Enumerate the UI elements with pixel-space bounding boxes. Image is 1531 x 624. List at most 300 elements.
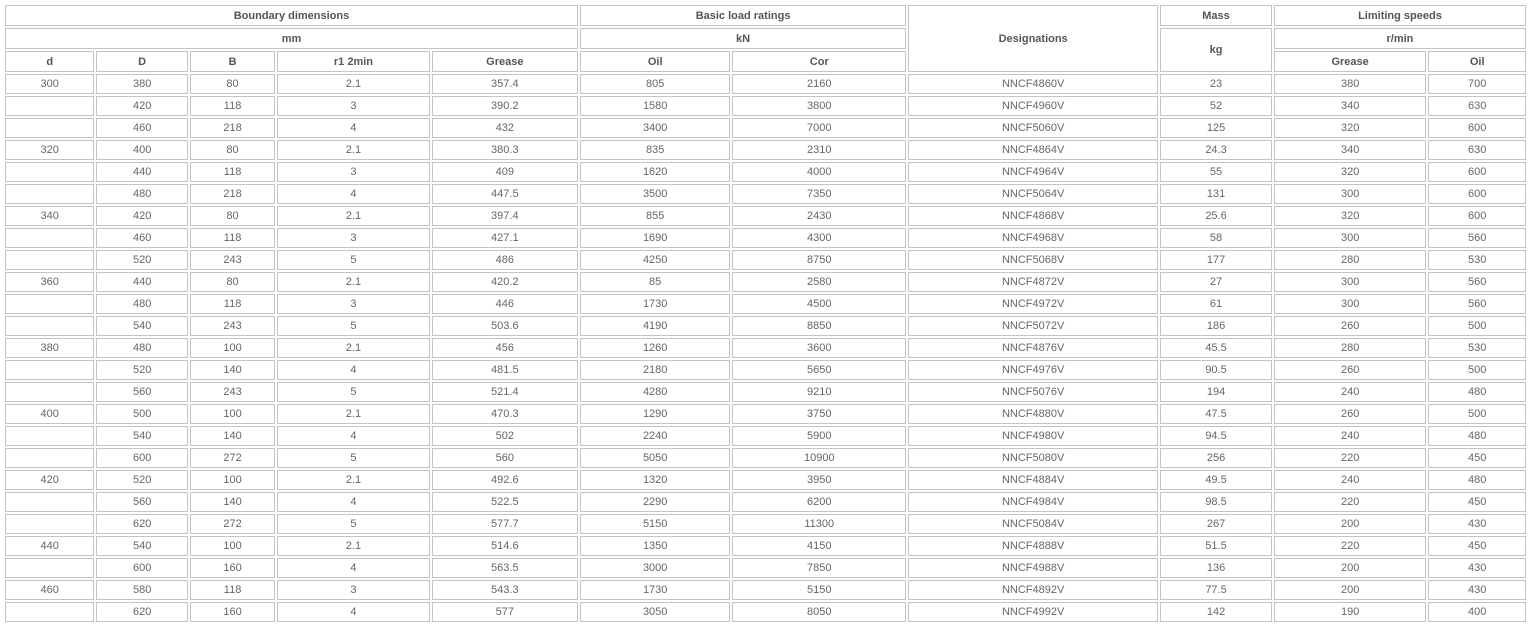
- cell-oil: 1730: [580, 294, 730, 314]
- cell-grease: 409: [432, 162, 578, 182]
- table-row: [5, 360, 1526, 380]
- cell-r: 4: [277, 558, 429, 578]
- table-row: [5, 206, 1526, 226]
- table-row: [5, 602, 1526, 622]
- cell-mass: 23: [1160, 74, 1272, 94]
- cell-cor: 5650: [732, 360, 906, 380]
- cell-mass: 51.5: [1160, 536, 1272, 556]
- cell-outer-d: 520: [96, 250, 187, 270]
- cell-oil: 835: [580, 140, 730, 160]
- cell-outer-d: 480: [96, 184, 187, 204]
- cell-designation: NNCF4992V: [908, 602, 1158, 622]
- table-row: [5, 448, 1526, 468]
- cell-cor: 7350: [732, 184, 906, 204]
- col-grease-header: Grease: [432, 51, 578, 72]
- col-d-header: d: [5, 51, 94, 72]
- cell-d: [5, 448, 94, 468]
- cell-grease: 543.3: [432, 580, 578, 600]
- cell-outer-d: 560: [96, 382, 187, 402]
- table-row: [5, 118, 1526, 138]
- cell-speed-oil: 480: [1428, 382, 1526, 402]
- table-row: [5, 470, 1526, 490]
- cell-grease: 560: [432, 448, 578, 468]
- cell-d: [5, 492, 94, 512]
- cell-speed-grease: 280: [1274, 250, 1426, 270]
- cell-r: 2.1: [277, 272, 429, 292]
- cell-mass: 136: [1160, 558, 1272, 578]
- table-row: [5, 250, 1526, 270]
- cell-mass: 90.5: [1160, 360, 1272, 380]
- unit-mm-header: mm: [5, 28, 578, 49]
- cell-designation: NNCF4884V: [908, 470, 1158, 490]
- cell-r: 4: [277, 360, 429, 380]
- table-row: [5, 294, 1526, 314]
- cell-outer-d: 420: [96, 206, 187, 226]
- cell-speed-grease: 340: [1274, 96, 1426, 116]
- cell-designation: NNCF5060V: [908, 118, 1158, 138]
- cell-speed-oil: 400: [1428, 602, 1526, 622]
- cell-speed-oil: 560: [1428, 272, 1526, 292]
- cell-d: [5, 382, 94, 402]
- cell-d: [5, 250, 94, 270]
- cell-b: 243: [190, 382, 275, 402]
- cell-grease: 447.5: [432, 184, 578, 204]
- cell-cor: 3600: [732, 338, 906, 358]
- cell-r: 2.1: [277, 404, 429, 424]
- cell-speed-oil: 630: [1428, 96, 1526, 116]
- cell-speed-oil: 500: [1428, 360, 1526, 380]
- cell-designation: NNCF5072V: [908, 316, 1158, 336]
- cell-b: 100: [190, 536, 275, 556]
- cell-grease: 522.5: [432, 492, 578, 512]
- cell-oil: 2240: [580, 426, 730, 446]
- cell-r: 2.1: [277, 74, 429, 94]
- cell-mass: 186: [1160, 316, 1272, 336]
- cell-designation: NNCF4984V: [908, 492, 1158, 512]
- cell-d: 420: [5, 470, 94, 490]
- unit-header-row: [5, 28, 1526, 49]
- cell-designation: NNCF4892V: [908, 580, 1158, 600]
- cell-speed-grease: 220: [1274, 536, 1426, 556]
- cell-d: [5, 514, 94, 534]
- cell-r: 4: [277, 602, 429, 622]
- cell-oil: 3400: [580, 118, 730, 138]
- cell-oil: 1350: [580, 536, 730, 556]
- designations-header: Designations: [908, 5, 1158, 72]
- table-row: [5, 96, 1526, 116]
- table-row: [5, 558, 1526, 578]
- cell-b: 80: [190, 74, 275, 94]
- cell-cor: 3950: [732, 470, 906, 490]
- cell-designation: NNCF4876V: [908, 338, 1158, 358]
- cell-r: 4: [277, 118, 429, 138]
- cell-speed-grease: 300: [1274, 228, 1426, 248]
- bearing-specs-table: [3, 3, 1528, 624]
- cell-outer-d: 420: [96, 96, 187, 116]
- cell-grease: 577: [432, 602, 578, 622]
- cell-d: [5, 228, 94, 248]
- cell-designation: NNCF4980V: [908, 426, 1158, 446]
- cell-oil: 1320: [580, 470, 730, 490]
- cell-outer-d: 480: [96, 338, 187, 358]
- cell-r: 5: [277, 514, 429, 534]
- cell-speed-grease: 240: [1274, 382, 1426, 402]
- table-header: [5, 5, 1526, 72]
- cell-grease: 563.5: [432, 558, 578, 578]
- cell-speed-grease: 200: [1274, 558, 1426, 578]
- cell-oil: 2180: [580, 360, 730, 380]
- cell-oil: 855: [580, 206, 730, 226]
- cell-speed-oil: 600: [1428, 118, 1526, 138]
- group-header-row: [5, 5, 1526, 26]
- cell-speed-grease: 280: [1274, 338, 1426, 358]
- cell-speed-oil: 500: [1428, 404, 1526, 424]
- cell-designation: NNCF4976V: [908, 360, 1158, 380]
- cell-outer-d: 560: [96, 492, 187, 512]
- table-row: [5, 74, 1526, 94]
- cell-speed-grease: 320: [1274, 162, 1426, 182]
- cell-outer-d: 440: [96, 272, 187, 292]
- cell-cor: 6200: [732, 492, 906, 512]
- cell-designation: NNCF4888V: [908, 536, 1158, 556]
- cell-speed-oil: 600: [1428, 184, 1526, 204]
- cell-grease: 456: [432, 338, 578, 358]
- cell-d: 320: [5, 140, 94, 160]
- cell-mass: 45.5: [1160, 338, 1272, 358]
- cell-speed-oil: 560: [1428, 228, 1526, 248]
- cell-r: 5: [277, 316, 429, 336]
- col-cor-header: Cor: [732, 51, 906, 72]
- cell-grease: 432: [432, 118, 578, 138]
- cell-d: [5, 426, 94, 446]
- cell-b: 118: [190, 162, 275, 182]
- cell-speed-oil: 560: [1428, 294, 1526, 314]
- cell-designation: NNCF4968V: [908, 228, 1158, 248]
- column-header-row: [5, 51, 1526, 72]
- cell-b: 118: [190, 96, 275, 116]
- cell-mass: 256: [1160, 448, 1272, 468]
- cell-designation: NNCF5076V: [908, 382, 1158, 402]
- cell-cor: 5150: [732, 580, 906, 600]
- cell-b: 80: [190, 272, 275, 292]
- cell-r: 2.1: [277, 470, 429, 490]
- limiting-speeds-header: Limiting speeds: [1274, 5, 1526, 26]
- cell-outer-d: 460: [96, 228, 187, 248]
- cell-outer-d: 400: [96, 140, 187, 160]
- table-row: [5, 140, 1526, 160]
- col-speed-oil-header: Oil: [1428, 51, 1526, 72]
- cell-cor: 9210: [732, 382, 906, 402]
- cell-r: 3: [277, 294, 429, 314]
- cell-b: 243: [190, 250, 275, 270]
- table-row: [5, 536, 1526, 556]
- cell-mass: 24.3: [1160, 140, 1272, 160]
- cell-oil: 4250: [580, 250, 730, 270]
- cell-speed-grease: 200: [1274, 580, 1426, 600]
- cell-cor: 2580: [732, 272, 906, 292]
- cell-speed-grease: 340: [1274, 140, 1426, 160]
- unit-kg-header: kg: [1160, 28, 1272, 72]
- cell-r: 3: [277, 580, 429, 600]
- cell-speed-grease: 300: [1274, 272, 1426, 292]
- cell-b: 160: [190, 602, 275, 622]
- table-row: [5, 228, 1526, 248]
- cell-oil: 4190: [580, 316, 730, 336]
- cell-designation: NNCF5068V: [908, 250, 1158, 270]
- cell-d: 460: [5, 580, 94, 600]
- cell-d: [5, 118, 94, 138]
- cell-grease: 492.6: [432, 470, 578, 490]
- cell-speed-oil: 530: [1428, 338, 1526, 358]
- cell-cor: 8750: [732, 250, 906, 270]
- cell-oil: 1690: [580, 228, 730, 248]
- cell-speed-oil: 480: [1428, 426, 1526, 446]
- cell-grease: 481.5: [432, 360, 578, 380]
- cell-mass: 98.5: [1160, 492, 1272, 512]
- boundary-dimensions-header: Boundary dimensions: [5, 5, 578, 26]
- table-row: [5, 514, 1526, 534]
- cell-cor: 10900: [732, 448, 906, 468]
- cell-oil: 4280: [580, 382, 730, 402]
- cell-outer-d: 500: [96, 404, 187, 424]
- cell-grease: 486: [432, 250, 578, 270]
- cell-b: 140: [190, 360, 275, 380]
- cell-mass: 52: [1160, 96, 1272, 116]
- col-r-header: r1 2min: [277, 51, 429, 72]
- cell-mass: 77.5: [1160, 580, 1272, 600]
- cell-speed-oil: 450: [1428, 536, 1526, 556]
- cell-designation: NNCF4964V: [908, 162, 1158, 182]
- cell-cor: 2160: [732, 74, 906, 94]
- cell-speed-grease: 300: [1274, 184, 1426, 204]
- cell-cor: 7850: [732, 558, 906, 578]
- mass-header: Mass: [1160, 5, 1272, 26]
- cell-b: 218: [190, 118, 275, 138]
- table-row: [5, 382, 1526, 402]
- cell-b: 243: [190, 316, 275, 336]
- cell-outer-d: 620: [96, 602, 187, 622]
- cell-grease: 503.6: [432, 316, 578, 336]
- cell-d: 300: [5, 74, 94, 94]
- cell-b: 100: [190, 470, 275, 490]
- cell-d: 360: [5, 272, 94, 292]
- cell-grease: 502: [432, 426, 578, 446]
- cell-b: 80: [190, 206, 275, 226]
- cell-oil: 1620: [580, 162, 730, 182]
- cell-r: 3: [277, 96, 429, 116]
- cell-speed-oil: 450: [1428, 448, 1526, 468]
- cell-d: 400: [5, 404, 94, 424]
- cell-oil: 5150: [580, 514, 730, 534]
- cell-grease: 514.6: [432, 536, 578, 556]
- cell-grease: 446: [432, 294, 578, 314]
- cell-cor: 3750: [732, 404, 906, 424]
- cell-outer-d: 380: [96, 74, 187, 94]
- cell-designation: NNCF4864V: [908, 140, 1158, 160]
- cell-speed-grease: 260: [1274, 316, 1426, 336]
- cell-r: 4: [277, 492, 429, 512]
- table-row: [5, 338, 1526, 358]
- cell-d: 380: [5, 338, 94, 358]
- cell-b: 272: [190, 448, 275, 468]
- cell-designation: NNCF4972V: [908, 294, 1158, 314]
- cell-r: 3: [277, 162, 429, 182]
- cell-grease: 380.3: [432, 140, 578, 160]
- cell-b: 118: [190, 580, 275, 600]
- cell-d: 340: [5, 206, 94, 226]
- cell-speed-oil: 430: [1428, 558, 1526, 578]
- table-row: [5, 426, 1526, 446]
- cell-outer-d: 540: [96, 316, 187, 336]
- cell-speed-grease: 320: [1274, 118, 1426, 138]
- cell-mass: 27: [1160, 272, 1272, 292]
- cell-grease: 357.4: [432, 74, 578, 94]
- cell-mass: 194: [1160, 382, 1272, 402]
- cell-outer-d: 520: [96, 360, 187, 380]
- cell-speed-oil: 630: [1428, 140, 1526, 160]
- cell-speed-oil: 430: [1428, 514, 1526, 534]
- cell-mass: 177: [1160, 250, 1272, 270]
- cell-outer-d: 580: [96, 580, 187, 600]
- cell-b: 160: [190, 558, 275, 578]
- cell-speed-oil: 450: [1428, 492, 1526, 512]
- cell-mass: 125: [1160, 118, 1272, 138]
- bearing-table-container: [3, 3, 1528, 624]
- cell-d: [5, 96, 94, 116]
- cell-mass: 47.5: [1160, 404, 1272, 424]
- cell-cor: 8850: [732, 316, 906, 336]
- col-speed-grease-header: Grease: [1274, 51, 1426, 72]
- cell-b: 80: [190, 140, 275, 160]
- cell-b: 140: [190, 492, 275, 512]
- cell-mass: 58: [1160, 228, 1272, 248]
- cell-cor: 8050: [732, 602, 906, 622]
- cell-grease: 521.4: [432, 382, 578, 402]
- cell-outer-d: 600: [96, 448, 187, 468]
- col-outer-d-header: D: [96, 51, 187, 72]
- cell-cor: 4300: [732, 228, 906, 248]
- cell-outer-d: 440: [96, 162, 187, 182]
- cell-mass: 131: [1160, 184, 1272, 204]
- cell-cor: 7000: [732, 118, 906, 138]
- cell-speed-oil: 600: [1428, 162, 1526, 182]
- cell-outer-d: 540: [96, 536, 187, 556]
- cell-oil: 1730: [580, 580, 730, 600]
- cell-r: 2.1: [277, 536, 429, 556]
- cell-speed-grease: 320: [1274, 206, 1426, 226]
- col-b-header: B: [190, 51, 275, 72]
- cell-outer-d: 600: [96, 558, 187, 578]
- cell-d: [5, 184, 94, 204]
- cell-d: [5, 558, 94, 578]
- cell-speed-oil: 600: [1428, 206, 1526, 226]
- cell-speed-oil: 500: [1428, 316, 1526, 336]
- cell-designation: NNCF4868V: [908, 206, 1158, 226]
- cell-oil: 805: [580, 74, 730, 94]
- cell-outer-d: 460: [96, 118, 187, 138]
- cell-r: 3: [277, 228, 429, 248]
- cell-outer-d: 480: [96, 294, 187, 314]
- cell-d: [5, 360, 94, 380]
- cell-designation: NNCF4872V: [908, 272, 1158, 292]
- cell-oil: 5050: [580, 448, 730, 468]
- cell-cor: 5900: [732, 426, 906, 446]
- cell-d: [5, 162, 94, 182]
- cell-designation: NNCF5080V: [908, 448, 1158, 468]
- cell-speed-grease: 260: [1274, 404, 1426, 424]
- cell-cor: 4150: [732, 536, 906, 556]
- cell-speed-oil: 430: [1428, 580, 1526, 600]
- cell-r: 4: [277, 426, 429, 446]
- cell-outer-d: 520: [96, 470, 187, 490]
- cell-oil: 2290: [580, 492, 730, 512]
- cell-b: 218: [190, 184, 275, 204]
- cell-r: 4: [277, 184, 429, 204]
- cell-speed-grease: 240: [1274, 470, 1426, 490]
- cell-d: 440: [5, 536, 94, 556]
- cell-speed-oil: 530: [1428, 250, 1526, 270]
- cell-mass: 55: [1160, 162, 1272, 182]
- cell-designation: NNCF4880V: [908, 404, 1158, 424]
- cell-r: 2.1: [277, 206, 429, 226]
- cell-speed-oil: 480: [1428, 470, 1526, 490]
- cell-grease: 390.2: [432, 96, 578, 116]
- cell-cor: 3800: [732, 96, 906, 116]
- cell-speed-grease: 240: [1274, 426, 1426, 446]
- cell-b: 100: [190, 338, 275, 358]
- cell-cor: 2310: [732, 140, 906, 160]
- cell-oil: 3500: [580, 184, 730, 204]
- cell-designation: NNCF4960V: [908, 96, 1158, 116]
- cell-cor: 4500: [732, 294, 906, 314]
- cell-r: 2.1: [277, 338, 429, 358]
- cell-r: 5: [277, 382, 429, 402]
- cell-oil: 85: [580, 272, 730, 292]
- cell-designation: NNCF5064V: [908, 184, 1158, 204]
- cell-speed-grease: 380: [1274, 74, 1426, 94]
- cell-designation: NNCF4988V: [908, 558, 1158, 578]
- basic-load-ratings-header: Basic load ratings: [580, 5, 906, 26]
- cell-b: 118: [190, 294, 275, 314]
- cell-oil: 1290: [580, 404, 730, 424]
- cell-oil: 1580: [580, 96, 730, 116]
- cell-cor: 11300: [732, 514, 906, 534]
- cell-speed-grease: 220: [1274, 448, 1426, 468]
- table-row: [5, 580, 1526, 600]
- cell-speed-grease: 260: [1274, 360, 1426, 380]
- cell-speed-grease: 220: [1274, 492, 1426, 512]
- table-row: [5, 162, 1526, 182]
- cell-mass: 94.5: [1160, 426, 1272, 446]
- cell-grease: 397.4: [432, 206, 578, 226]
- unit-rpm-header: r/min: [1274, 28, 1526, 49]
- cell-r: 5: [277, 448, 429, 468]
- cell-b: 100: [190, 404, 275, 424]
- cell-mass: 142: [1160, 602, 1272, 622]
- cell-speed-grease: 200: [1274, 514, 1426, 534]
- cell-b: 118: [190, 228, 275, 248]
- cell-r: 2.1: [277, 140, 429, 160]
- table-row: [5, 184, 1526, 204]
- cell-outer-d: 620: [96, 514, 187, 534]
- cell-speed-grease: 300: [1274, 294, 1426, 314]
- cell-cor: 2430: [732, 206, 906, 226]
- table-row: [5, 492, 1526, 512]
- unit-kn-header: kN: [580, 28, 906, 49]
- table-row: [5, 316, 1526, 336]
- cell-speed-oil: 700: [1428, 74, 1526, 94]
- col-oil-header: Oil: [580, 51, 730, 72]
